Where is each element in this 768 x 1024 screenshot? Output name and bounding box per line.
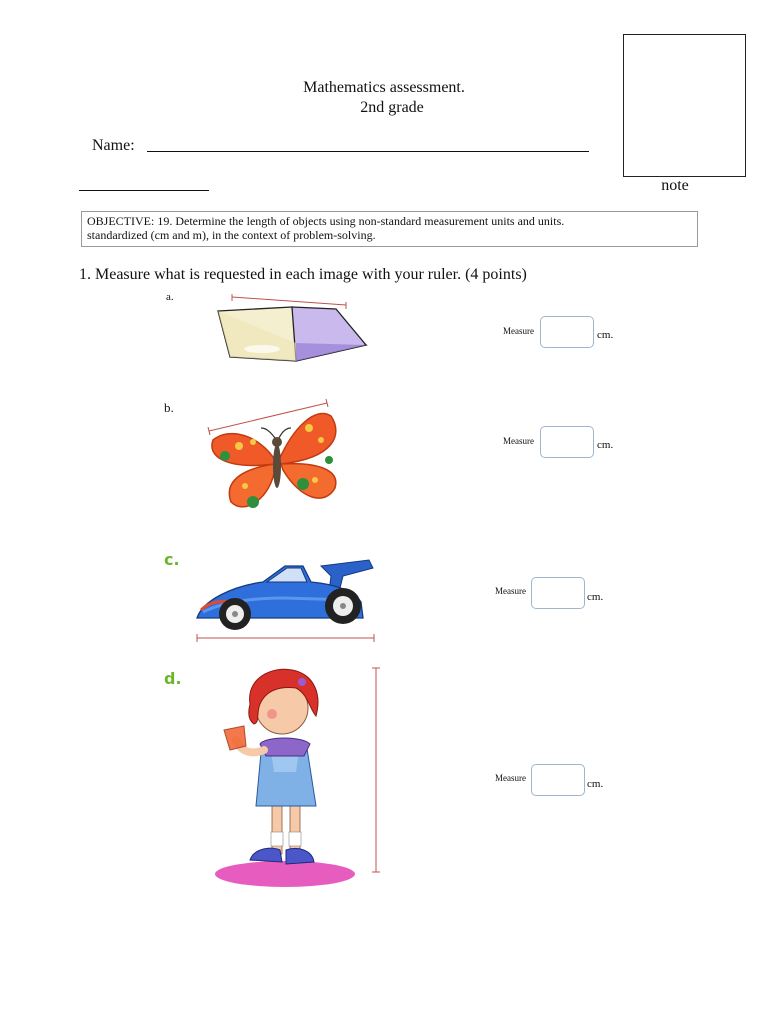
note-label: note — [661, 177, 689, 194]
measure-input-b[interactable] — [540, 426, 594, 458]
note-box — [623, 34, 746, 177]
page-subtitle: 2nd grade — [360, 99, 424, 116]
date-line — [79, 190, 209, 191]
objective-line-1: OBJECTIVE: 19. Determine the length of objects using non-standard measurement units and units. — [87, 214, 565, 228]
race-car-icon — [193, 556, 378, 646]
item-label-d: d. — [164, 669, 182, 688]
measure-label-b: Measure — [503, 436, 534, 446]
objective-line-2: standardized (cm and m), in the context of problem-solving. — [87, 228, 376, 242]
measure-input-d[interactable] — [531, 764, 585, 796]
measure-input-a[interactable] — [540, 316, 594, 348]
eraser-icon — [210, 293, 370, 363]
objective-box — [81, 211, 698, 247]
measure-input-c[interactable] — [531, 577, 585, 609]
measure-label-a: Measure — [503, 326, 534, 336]
item-label-a: a. — [166, 291, 174, 303]
question-text: 1. Measure what is requested in each image with your ruler. (4 points) — [79, 266, 527, 283]
measure-label-c: Measure — [495, 586, 526, 596]
measure-line-d — [372, 668, 380, 872]
butterfly-icon — [205, 398, 345, 518]
unit-label-c: cm. — [587, 591, 604, 603]
measure-line-c — [197, 634, 374, 642]
girl-drinking-icon — [210, 664, 390, 896]
item-label-b: b. — [164, 400, 174, 415]
page-title: Mathematics assessment. — [303, 79, 465, 96]
item-label-c: c. — [164, 550, 180, 569]
name-label: Name: — [92, 137, 135, 154]
unit-label-a: cm. — [597, 329, 614, 341]
name-line — [147, 151, 589, 152]
unit-label-d: cm. — [587, 778, 604, 790]
measure-label-d: Measure — [495, 773, 526, 783]
unit-label-b: cm. — [597, 439, 614, 451]
